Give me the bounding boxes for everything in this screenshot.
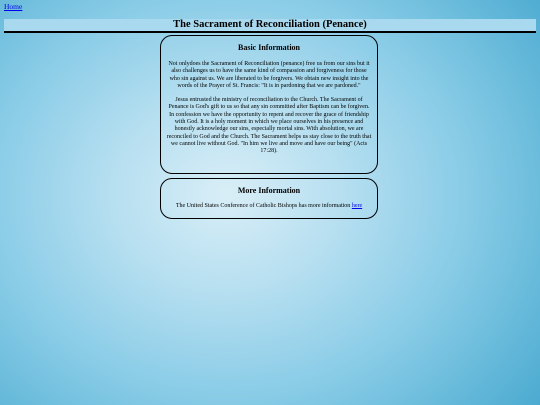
basic-information-card — [160, 35, 378, 174]
more-information-heading: More Information — [237, 186, 301, 195]
more-information-text — [166, 203, 372, 210]
usccb-here-link[interactable]: here — [351, 203, 363, 209]
home-link[interactable]: Home — [4, 2, 23, 11]
basic-information-heading: Basic Information — [238, 43, 300, 52]
basic-information-paragraph-1: Not onlydoes the Sacrament of Reconciliation (penance) free us from our sins but it also challenges us to have the same kind of compassion and forgiveness for those who sin against us. We are liberated to be forgivers. We obtain new insight into the words of the Prayer of St. Francis: "It is in pardoning that we are pardoned." — [168, 61, 370, 89]
title-bar — [4, 19, 536, 33]
page-title: The Sacrament of Reconciliation (Penance) — [173, 19, 367, 30]
basic-information-paragraph-2: Jesus entrusted the ministry of reconciliation to the Church. The Sacrament of Penance is God's gift to us so that any sin committed after Baptism can be forgiven. In confession we have the opportunity to repent and recover the grace of friendship with God. It is a holy moment in which we place ourselves in his presence and honestly acknowledge our sins, especially mortal sins. With absolution, we are reconciled to God and the Church. The Sacrament helps us stay close to the truth that we cannot live without God. "In him we live and move and have our being" (Acts 17:28). — [166, 97, 372, 155]
more-information-card — [160, 178, 378, 219]
more-information-sentence: The United States Conference of Catholic Bishops has more information — [175, 203, 352, 209]
